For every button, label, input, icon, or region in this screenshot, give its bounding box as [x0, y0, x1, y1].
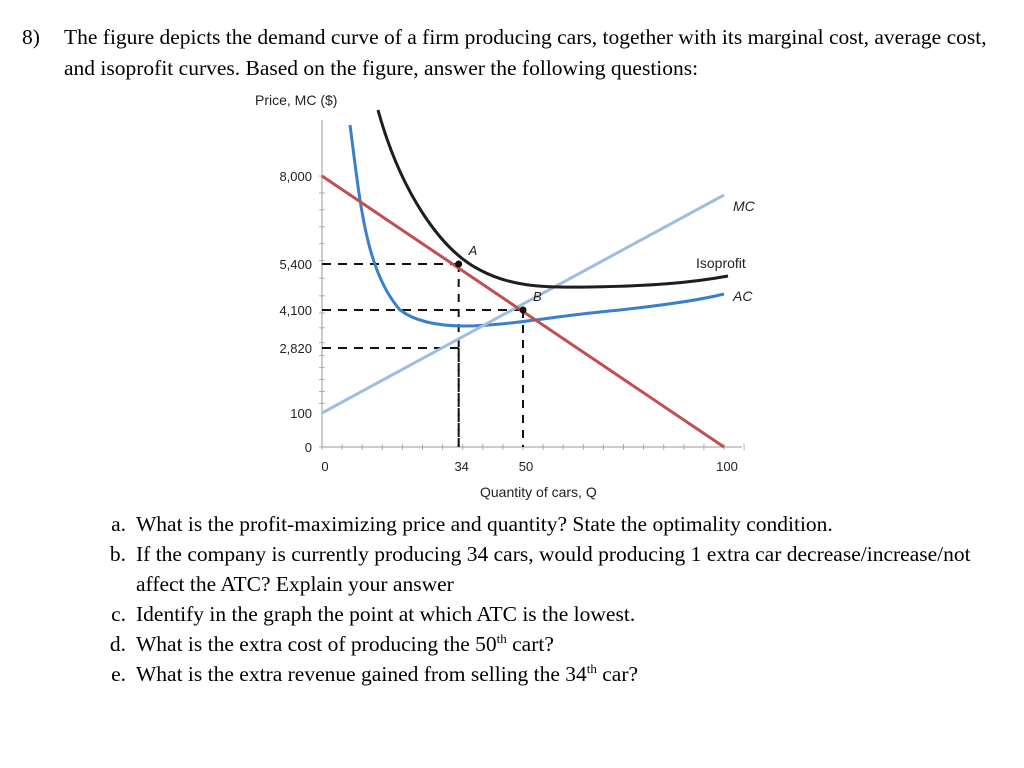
y-tick-label: 0 [304, 440, 312, 455]
y-tick-label: 8,000 [279, 169, 312, 184]
ac-series-label: AC [733, 288, 753, 304]
question-d [96, 629, 996, 659]
x-tick-label: 34 [454, 459, 469, 474]
y-tick-label: 2,820 [279, 341, 312, 356]
question-text: If the company is currently producing 34 cars, would producing 1 extra car decrease/increase/not affect the ATC? Explain your answer [136, 542, 971, 596]
isoprofit-curve [378, 110, 728, 287]
mc-series-label: MC [733, 198, 755, 214]
point-a-marker [455, 261, 462, 268]
question-letter: a. [111, 512, 126, 536]
question-e [96, 659, 996, 689]
question-c [96, 599, 996, 629]
x-axis-label: Quantity of cars, Q [480, 484, 597, 500]
x-tick-label: 0 [321, 459, 329, 474]
question-text: The figure depicts the demand curve of a firm producing cars, together with its marginal cost, average cost, and isoprofit curves. Based on the figure, answer the following questions: [64, 25, 987, 80]
question-number: 8) [22, 25, 40, 49]
question-text-start: What is the extra cost of producing the 50 [136, 632, 497, 656]
question-text: Identify in the graph the point at which ATC is the lowest. [136, 602, 636, 626]
question-letter: c. [111, 602, 126, 626]
point-b-label: B [533, 289, 542, 304]
question-text-end: cart? [506, 632, 554, 656]
x-tick-label: 50 [518, 459, 534, 474]
y-tick-label: 100 [290, 406, 312, 421]
ordinal-suffix: th [496, 630, 507, 646]
questions-list [96, 509, 996, 689]
question-text: What is the profit-maximizing price and quantity? State the optimality condition. [136, 512, 833, 536]
y-tick-label: 5,400 [279, 257, 312, 272]
point-a-label: A [468, 243, 478, 258]
question-letter: e. [111, 662, 126, 686]
question-text-end: car? [596, 662, 639, 686]
ordinal-suffix: th [586, 660, 597, 676]
isoprofit-series-label: Isoprofit [696, 255, 746, 271]
question-b [96, 539, 996, 599]
y-tick-label: 4,100 [279, 303, 312, 318]
question-letter: d. [109, 632, 126, 656]
question-text-start: What is the extra revenue gained from selling the 34 [136, 662, 587, 686]
question-letter: b. [109, 542, 126, 566]
curves [322, 110, 728, 447]
point-b-marker [520, 307, 527, 314]
y-axis-label: Price, MC ($) [255, 92, 338, 108]
x-tick-label: 100 [716, 459, 738, 474]
question-a [96, 509, 996, 539]
